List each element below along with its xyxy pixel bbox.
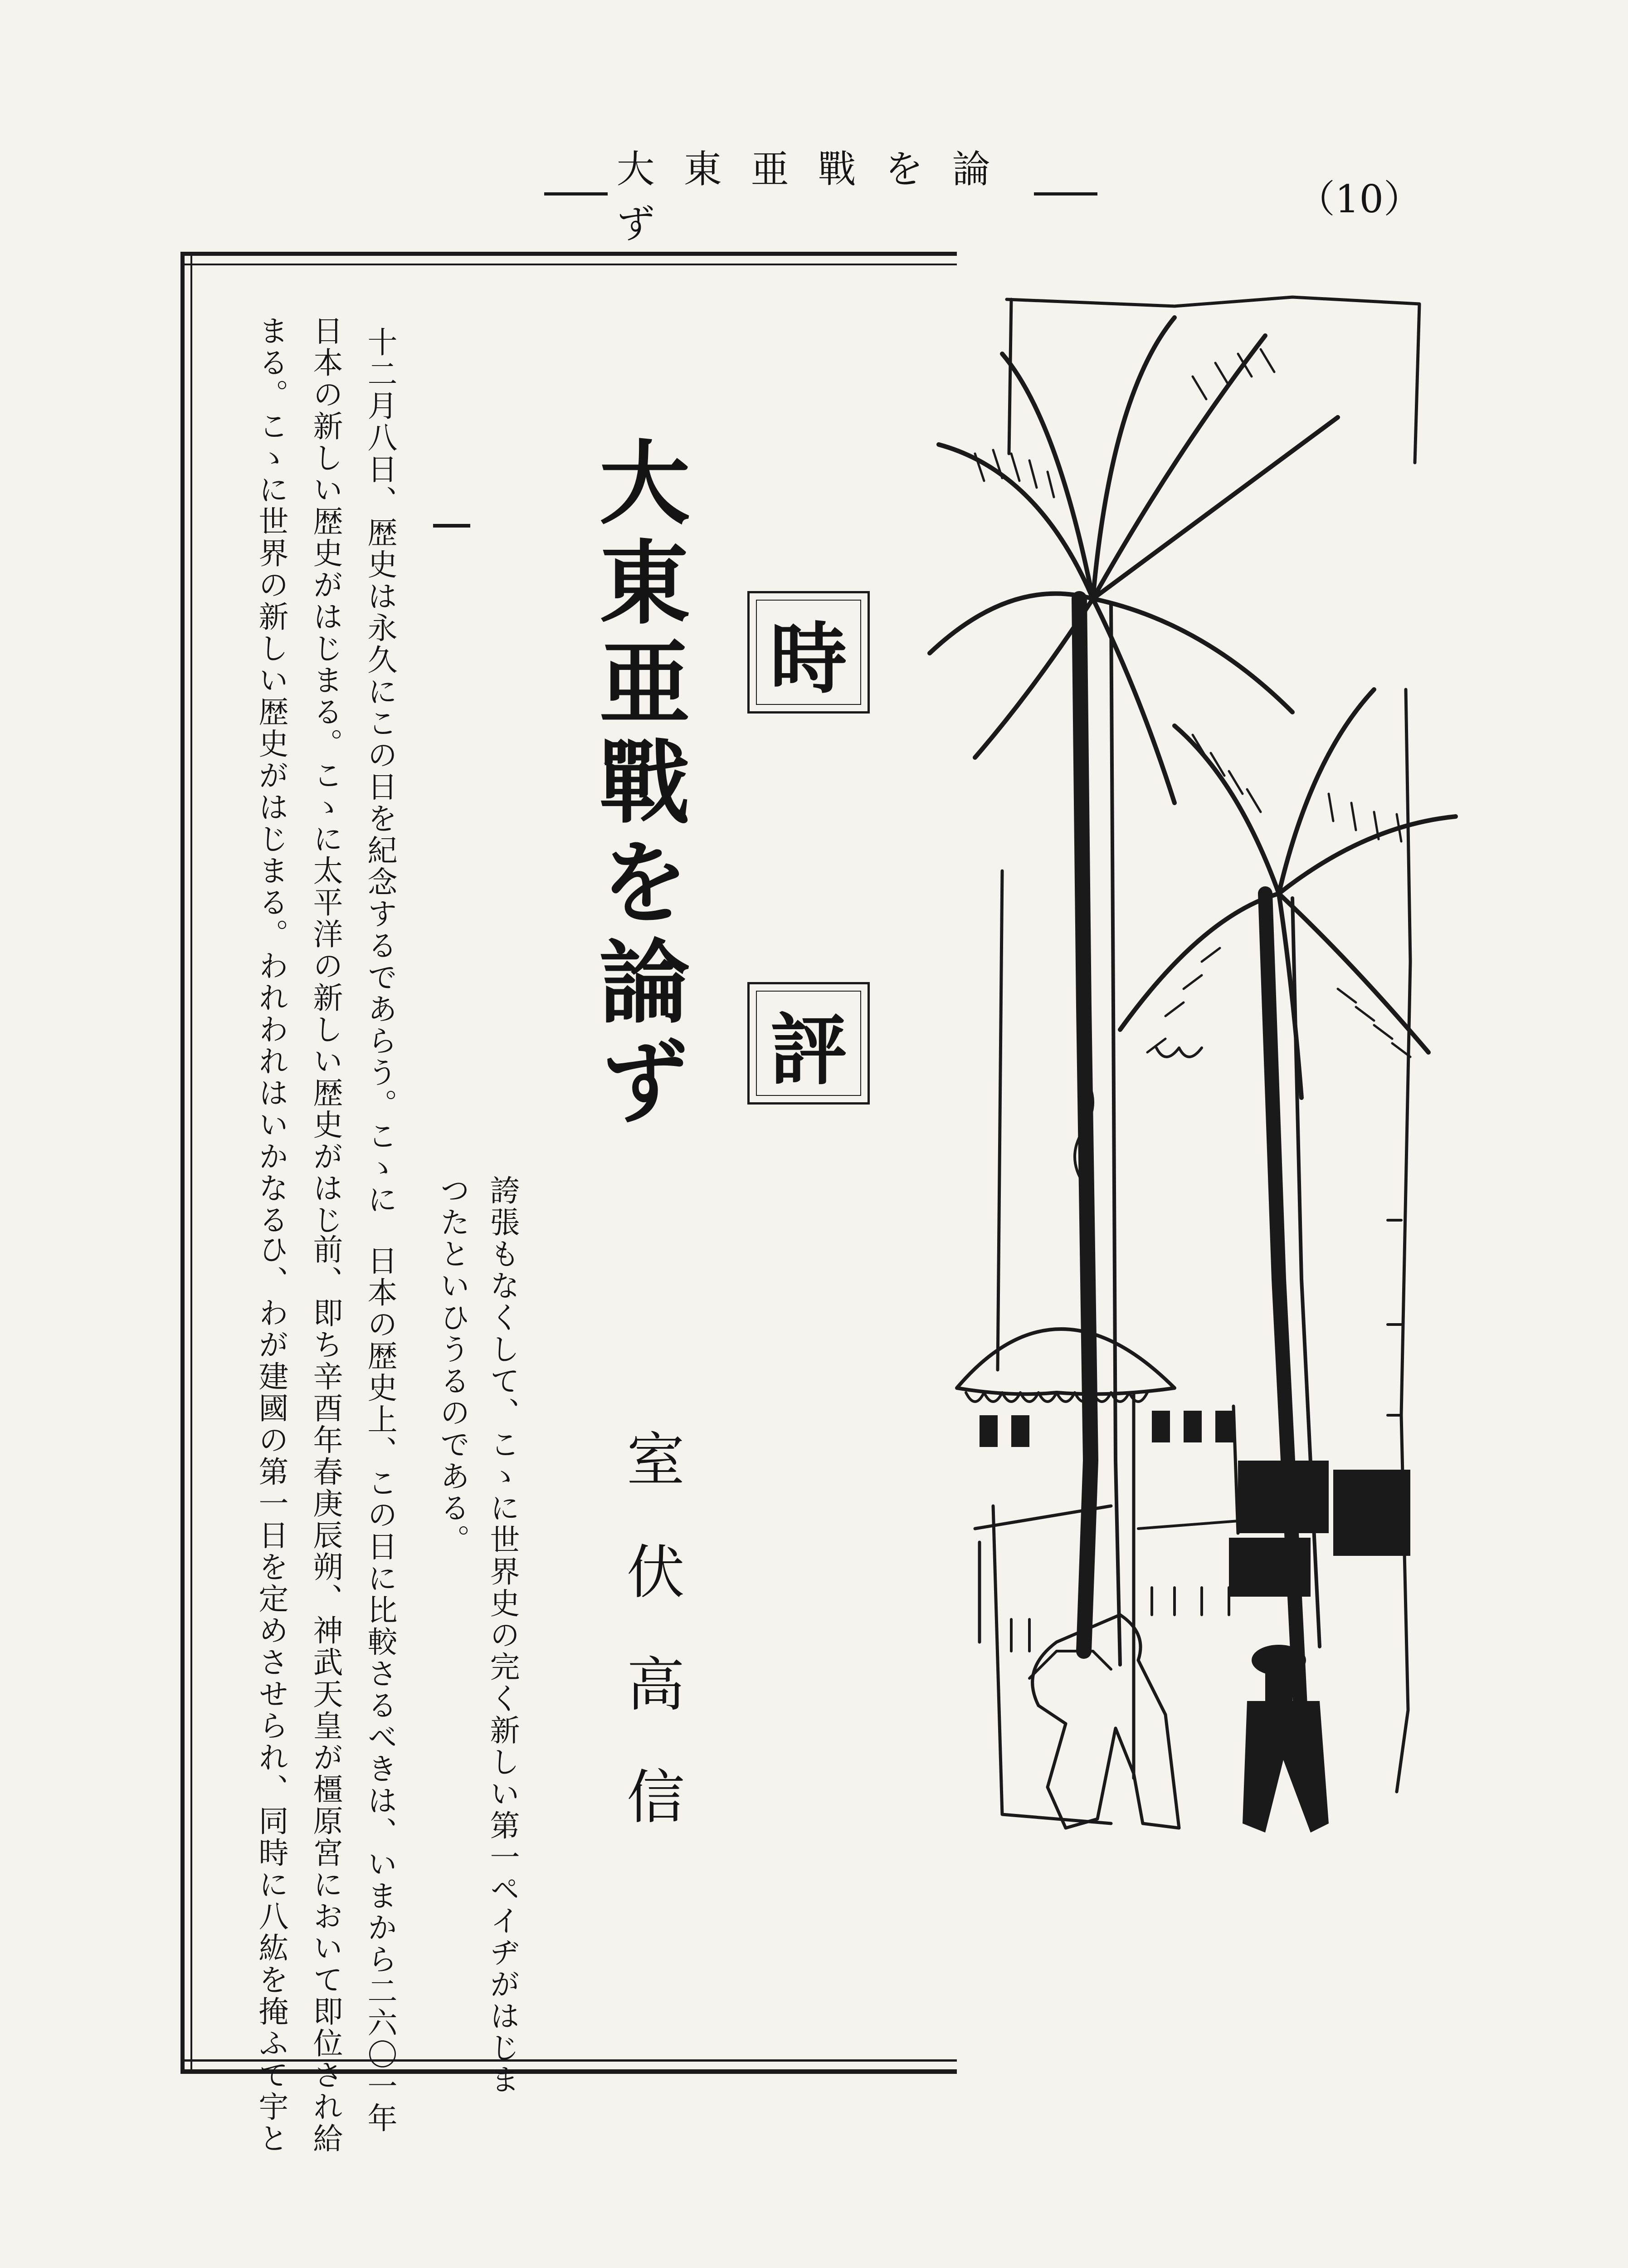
- body-upper-line-3: まる。こゝに世界の新しい歴史がはじまる。われわれはいかなる: [253, 315, 288, 1236]
- article-frame: [180, 252, 957, 2098]
- article-title: 大東亜戰を論ず: [584, 435, 691, 1134]
- body-upper-line-2: 日本の新しい歴史がはじまる。こゝに太平洋の新しい歴史がはじ: [308, 315, 343, 1236]
- body-lower-line-3: ひ、わが建國の第一日を定めさせられ、同時に八紘を掩ふて宇と: [253, 1234, 288, 2155]
- lead-line-1: 誇張もなくして、こゝに世界史の完く新しい第一ペイヂがはじま: [485, 1175, 520, 2096]
- body-lower-line-2: 前、即ち辛酉年春庚辰朔、神武天皇が橿原宮において即位され給: [308, 1234, 343, 2155]
- header-rule-left: [544, 192, 608, 196]
- section-number-one: [433, 524, 470, 528]
- running-header-title: 大東亜戰を論ず: [616, 147, 1019, 246]
- column-label-box-1: [747, 591, 870, 714]
- header-rule-right: [1034, 192, 1097, 196]
- author-name: 室伏高信: [617, 1429, 684, 1879]
- column-label-box-2: [747, 982, 870, 1105]
- page-number: （10）: [1297, 177, 1422, 221]
- frame-rule-top: [180, 252, 957, 265]
- column-label-hyo: 評: [770, 1004, 847, 1095]
- body-upper-line-1: 十二月八日、歴史は永久にこの日を紀念するであらう。こゝに: [362, 327, 397, 1216]
- frame-rule-bottom: [180, 2059, 957, 2074]
- lead-line-2: つたといひうるのである。: [435, 1175, 470, 1556]
- column-label-ji: 時: [770, 613, 847, 704]
- palm-tree-illustration-icon: [921, 281, 1515, 1860]
- body-lower-line-1: 日本の歴史上、この日に比較さるべきは、いまから二六〇一年: [362, 1245, 397, 2134]
- frame-rule-left: [180, 252, 192, 2074]
- running-header: [535, 147, 1106, 246]
